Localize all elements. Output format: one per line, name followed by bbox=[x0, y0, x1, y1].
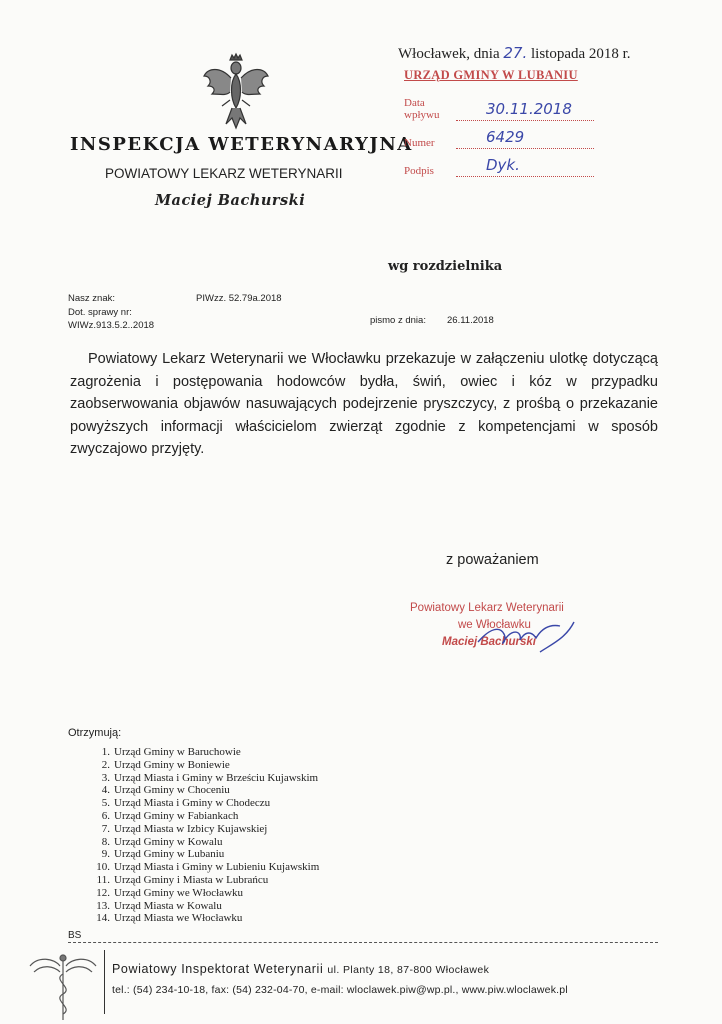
dateline-suffix: r. bbox=[622, 46, 631, 62]
list-item-number: 13. bbox=[96, 899, 110, 912]
list-item bbox=[84, 836, 319, 849]
office-subtitle: POWIATOWY LEKARZ WETERYNARII bbox=[105, 166, 343, 181]
list-item-text: Urząd Gminy w Baruchowie bbox=[114, 746, 241, 758]
list-item bbox=[84, 900, 319, 913]
closing-text: z poważaniem bbox=[446, 552, 539, 568]
receipt-sign-value: Dyk. bbox=[456, 154, 594, 177]
list-item bbox=[84, 874, 319, 887]
receipt-number-value: 6429 bbox=[456, 126, 594, 149]
receipt-sign-row bbox=[404, 149, 594, 177]
footer-institution bbox=[112, 962, 489, 976]
list-item-number: 1. bbox=[101, 746, 110, 758]
dateline-month-year: listopada 2018 bbox=[530, 46, 619, 62]
handwritten-signature-icon bbox=[470, 608, 580, 658]
recipient: wg rozdzielnika bbox=[388, 259, 503, 274]
distribution-label: Otrzymują: bbox=[68, 727, 122, 739]
receipt-number-label: Numer bbox=[404, 137, 435, 149]
signature-stamp-line3: Maciej Bachurski bbox=[442, 636, 536, 648]
footer-separator bbox=[68, 942, 658, 943]
list-item bbox=[84, 848, 319, 861]
list-item-text: Urząd Miasta i Gminy w Brześciu Kujawskim bbox=[114, 771, 319, 784]
list-item bbox=[84, 759, 319, 772]
dateline-day: 27. bbox=[503, 44, 528, 62]
list-item bbox=[84, 810, 319, 823]
list-item bbox=[84, 887, 319, 900]
list-item-number: 4. bbox=[101, 784, 110, 797]
list-item-text: Urząd Gminy w Kowalu bbox=[114, 835, 223, 848]
list-item bbox=[84, 797, 319, 810]
list-item-number: 11. bbox=[96, 873, 110, 886]
footer-address: ul. Planty 18, 87-800 Włocławek bbox=[327, 964, 490, 976]
case-value: WIWz.913.5.2..2018 bbox=[68, 320, 155, 331]
footer-institution-name: Powiatowy Inspektorat Weterynarii bbox=[112, 962, 324, 976]
list-item-number: 10. bbox=[96, 861, 110, 874]
signature-stamp-line1: Powiatowy Lekarz Weterynarii bbox=[410, 602, 564, 614]
our-ref-label: Nasz znak: bbox=[68, 293, 115, 304]
official-name: Maciej Bachurski bbox=[155, 192, 306, 209]
polish-eagle-emblem-icon bbox=[200, 52, 272, 132]
list-item-text: Urząd Gminy we Włocławku bbox=[114, 886, 244, 899]
list-item-text: Urząd Miasta w Izbicy Kujawskiej bbox=[114, 822, 268, 835]
list-item-text: Urząd Miasta i Gminy w Chodeczu bbox=[114, 797, 271, 810]
receipt-date-row bbox=[404, 93, 594, 121]
list-item-text: Urząd Miasta i Gminy w Lubieniu Kujawskim bbox=[114, 861, 320, 874]
list-item-number: 8. bbox=[101, 835, 110, 848]
receipt-date-value: 30.11.2018 bbox=[456, 98, 594, 121]
list-item bbox=[84, 861, 319, 874]
receipt-stamp bbox=[404, 68, 594, 177]
list-item-text: Urząd Miasta we Włocławku bbox=[114, 912, 243, 925]
list-item bbox=[84, 784, 319, 797]
footer-contact: tel.: (54) 234-10-18, fax: (54) 232-04-70, e-mail: wloclawek.piw@wp.pl., www.piw.wloclawek.pl bbox=[112, 984, 568, 996]
list-item-number: 7. bbox=[101, 822, 110, 835]
institution-title: INSPEKCJA WETERYNARYJNA bbox=[70, 134, 413, 155]
list-item bbox=[84, 746, 319, 759]
letter-date-value: 26.11.2018 bbox=[447, 315, 494, 326]
distribution-list bbox=[84, 746, 319, 925]
receipt-sign-label: Podpis bbox=[404, 165, 434, 177]
list-item bbox=[84, 772, 319, 785]
list-item-text: Urząd Gminy w Fabiankach bbox=[114, 809, 239, 822]
footer-divider bbox=[104, 950, 105, 1014]
dateline bbox=[398, 44, 631, 63]
list-item bbox=[84, 823, 319, 836]
dateline-place: Włocławek, dnia bbox=[398, 46, 500, 62]
list-item-number: 2. bbox=[101, 758, 110, 771]
list-item-number: 3. bbox=[101, 771, 110, 784]
signature-stamp-line2: we Włocławku bbox=[458, 619, 531, 631]
list-item-text: Urząd Gminy w Boniewie bbox=[114, 758, 230, 771]
list-item-number: 12. bbox=[96, 886, 110, 899]
body-paragraph: Powiatowy Lekarz Weterynarii we Włocławku przekazuje w załączeniu ulotkę dotyczącą zagrożenia i postępowania hodowców bydła, świń, owiec i kóz w przypadku zaobserwowania objawów nasuwających podejrzenie pryszczycy, z prośbą o przekazanie powyższych informacji właścicielom zwierząt zgodnie z kompetencjami w sposób zwyczajowo przyjęty. bbox=[70, 351, 658, 457]
letter-date-label: pismo z dnia: bbox=[370, 315, 426, 326]
list-item-text: Urząd Miasta w Kowalu bbox=[114, 899, 222, 912]
author-initials: BS bbox=[68, 930, 82, 941]
list-item-text: Urząd Gminy w Choceniu bbox=[114, 784, 230, 797]
list-item-number: 5. bbox=[101, 797, 110, 810]
receipt-number-row bbox=[404, 121, 594, 149]
list-item-text: Urząd Gminy i Miasta w Lubrańcu bbox=[114, 873, 269, 886]
list-item-number: 6. bbox=[101, 809, 110, 822]
list-item-text: Urząd Gminy w Lubaniu bbox=[114, 848, 225, 861]
receipt-stamp-org: URZĄD GMINY W LUBANIU bbox=[404, 68, 578, 82]
list-item bbox=[84, 912, 319, 925]
list-item-number: 14. bbox=[96, 912, 110, 925]
receipt-date-label: Data wpływu bbox=[404, 97, 440, 121]
veterinary-caduceus-logo-icon bbox=[24, 950, 102, 1022]
case-label: Dot. sprawy nr: bbox=[68, 307, 132, 318]
list-item-number: 9. bbox=[101, 848, 110, 861]
our-ref-value: PIWzz. 52.79a.2018 bbox=[196, 293, 282, 304]
